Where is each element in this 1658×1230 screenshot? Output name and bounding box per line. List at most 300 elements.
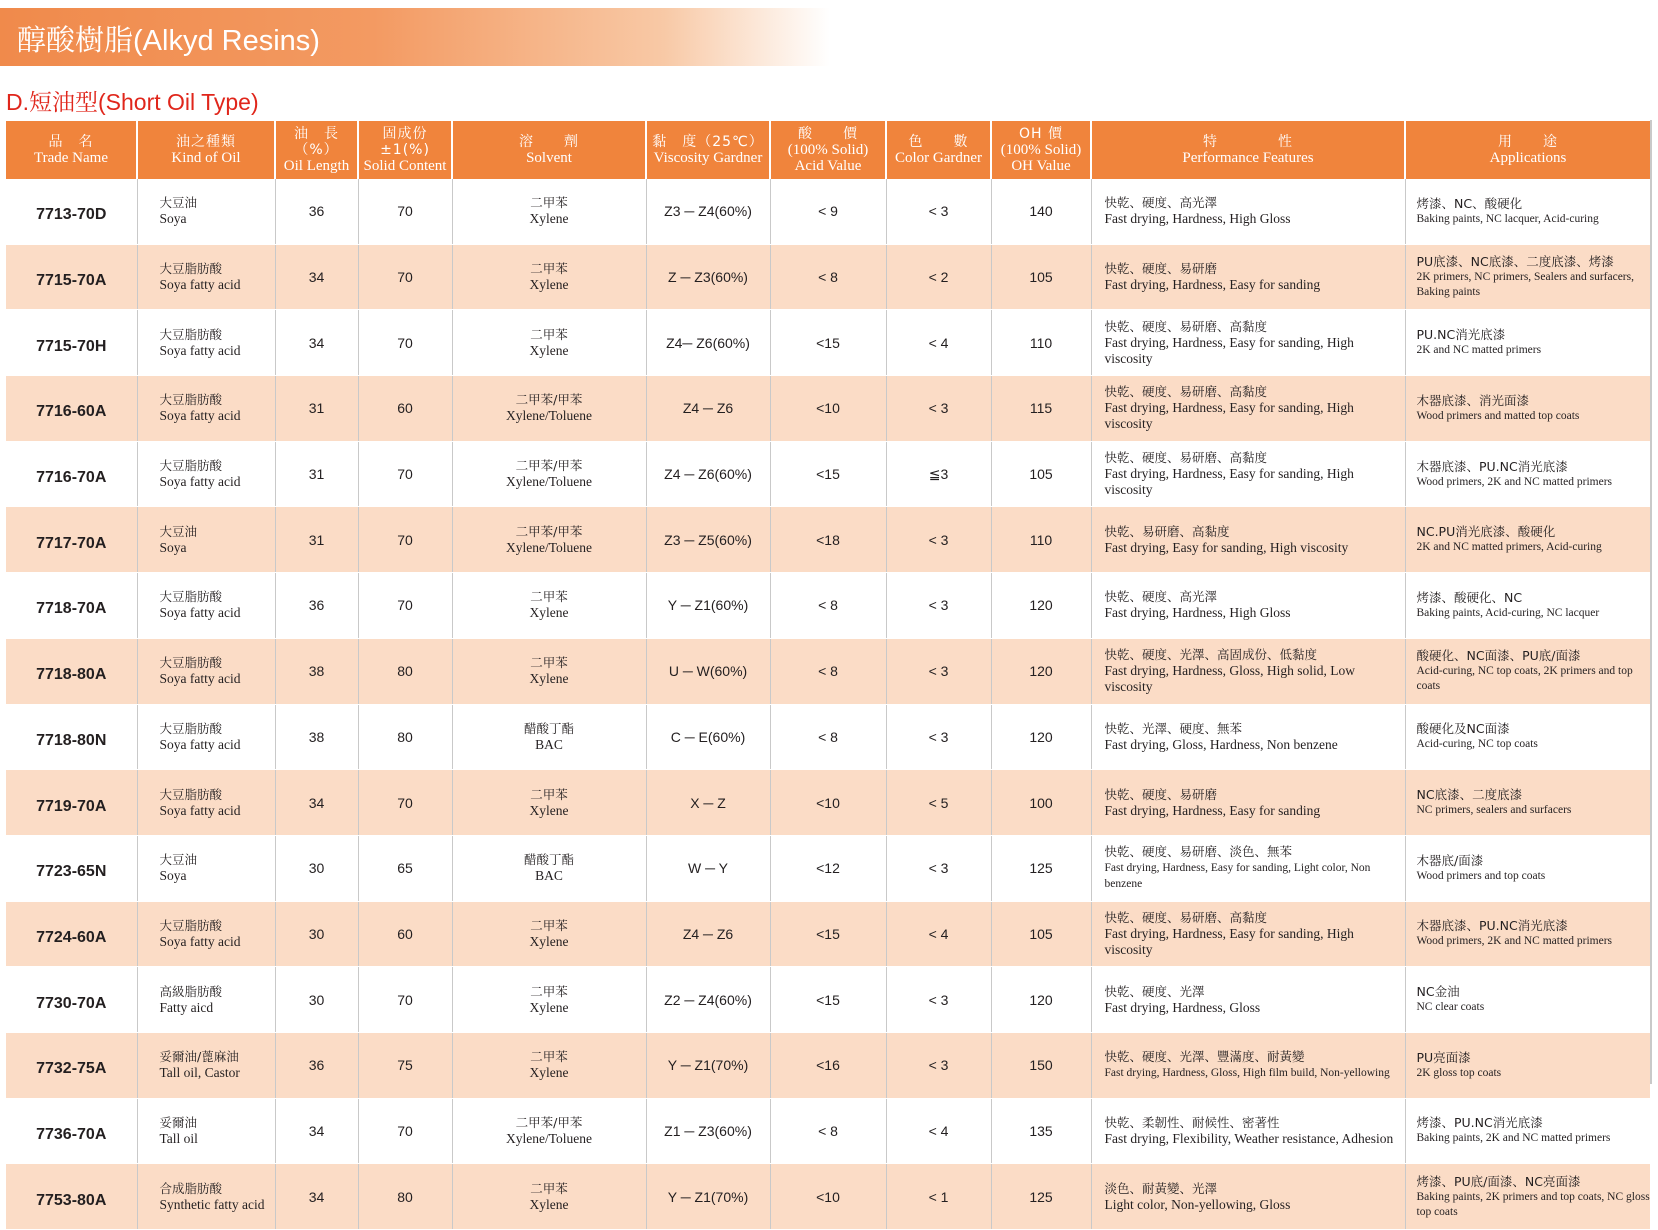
oh-value-cell: 140 xyxy=(991,179,1091,244)
acid-value-cell: < 9 xyxy=(770,179,886,244)
applications-zh: 酸硬化、NC面漆、PU底/面漆 xyxy=(1416,648,1581,664)
performance-en: Fast drying, Hardness, Easy for sanding xyxy=(1104,277,1321,293)
viscosity-cell: W ─ Y xyxy=(646,835,770,901)
applications-zh: 烤漆、PU底/面漆、NC亮面漆 xyxy=(1416,1173,1581,1189)
applications-zh: 烤漆、PU.NC消光底漆 xyxy=(1416,1115,1543,1131)
oil-kind-cell xyxy=(137,638,275,704)
solvent-zh: 二甲苯 xyxy=(530,917,568,933)
viscosity-cell: X ─ Z xyxy=(646,770,770,836)
trade-name-cell: 7753-80A xyxy=(6,1164,137,1230)
color-cell: < 3 xyxy=(886,507,991,573)
solid-content-cell: 65 xyxy=(358,835,452,901)
solvent-cell xyxy=(452,770,646,836)
performance-en: Fast drying, Flexibility, Weather resistance, Adhesion xyxy=(1104,1130,1394,1146)
solvent-en: Xylene xyxy=(529,1196,569,1212)
oil-kind-zh: 合成脂肪酸 xyxy=(159,1180,223,1196)
color-cell: < 3 xyxy=(886,179,991,244)
performance-en: Fast drying, Hardness, Easy for sanding, High viscosity xyxy=(1104,400,1354,432)
performance-zh: 淡色、耐黃變、光澤 xyxy=(1104,1180,1218,1196)
applications-en: Acid-curing, NC top coats, 2K primers and top coats xyxy=(1416,665,1633,693)
oil-kind-zh: 大豆脂肪酸 xyxy=(159,720,223,736)
oil-length-cell: 34 xyxy=(275,244,358,310)
color-cell: < 1 xyxy=(886,1164,991,1230)
oil-kind-en: Tall oil xyxy=(159,1130,198,1146)
oil-kind-en: Tall oil, Castor xyxy=(159,1065,240,1081)
solvent-zh: 二甲苯 xyxy=(530,983,568,999)
applications-cell xyxy=(1405,770,1650,836)
solvent-cell xyxy=(452,573,646,639)
oh-value-cell: 120 xyxy=(991,638,1091,704)
applications-zh: NC底漆、二度底漆 xyxy=(1416,787,1523,803)
solvent-cell xyxy=(452,1164,646,1230)
solid-content-cell: 70 xyxy=(358,573,452,639)
performance-en: Fast drying, Hardness, Easy for sanding xyxy=(1104,802,1321,818)
applications-zh: 木器底漆、PU.NC消光底漆 xyxy=(1416,458,1568,474)
oil-kind-zh: 大豆脂肪酸 xyxy=(159,655,223,671)
performance-en: Fast drying, Hardness, Gloss, High solid, Low viscosity xyxy=(1104,663,1355,695)
table-row xyxy=(6,310,1650,376)
viscosity-cell: Z2 ─ Z4(60%) xyxy=(646,967,770,1033)
oil-kind-en: Soya fatty acid xyxy=(159,736,241,752)
oh-value-cell: 135 xyxy=(991,1098,1091,1164)
applications-cell xyxy=(1405,901,1650,967)
acid-value-cell: < 8 xyxy=(770,638,886,704)
solid-content-cell: 70 xyxy=(358,967,452,1033)
performance-zh: 快乾、硬度、易研磨 xyxy=(1104,261,1218,277)
oil-kind-zh: 大豆脂肪酸 xyxy=(159,261,223,277)
solvent-en: BAC xyxy=(535,868,563,884)
performance-en: Fast drying, Hardness, Easy for sanding, High viscosity xyxy=(1104,334,1354,366)
solvent-cell xyxy=(452,704,646,770)
viscosity-cell: Z4 ─ Z6(60%) xyxy=(646,441,770,507)
applications-cell xyxy=(1405,967,1650,1033)
applications-en: 2K gloss top coats xyxy=(1416,1066,1502,1079)
applications-cell xyxy=(1405,441,1650,507)
performance-cell xyxy=(1091,507,1405,573)
table-row xyxy=(6,573,1650,639)
color-cell: ≦3 xyxy=(886,441,991,507)
trade-name-cell: 7718-80N xyxy=(6,704,137,770)
solvent-en: Xylene/Toluene xyxy=(505,474,593,490)
solid-content-cell: 70 xyxy=(358,441,452,507)
table-row xyxy=(6,441,1650,507)
trade-name-cell: 7716-70A xyxy=(6,441,137,507)
performance-cell xyxy=(1091,1098,1405,1164)
oil-length-cell: 30 xyxy=(275,835,358,901)
acid-value-cell: <15 xyxy=(770,967,886,1033)
performance-cell xyxy=(1091,310,1405,376)
solvent-en: Xylene xyxy=(529,605,569,621)
solvent-zh: 二甲苯 xyxy=(530,655,568,671)
oil-length-cell: 36 xyxy=(275,179,358,244)
oil-length-cell: 31 xyxy=(275,376,358,442)
oil-kind-zh: 大豆脂肪酸 xyxy=(159,589,223,605)
col-header-applications: 用 途 Applications xyxy=(1405,121,1650,179)
performance-zh: 快乾、硬度、高光澤 xyxy=(1104,195,1218,211)
viscosity-cell: Y ─ Z1(60%) xyxy=(646,573,770,639)
applications-zh: NC.PU消光底漆、酸硬化 xyxy=(1416,524,1556,540)
performance-zh: 快乾、硬度、高光澤 xyxy=(1104,589,1218,605)
solid-content-cell: 70 xyxy=(358,1098,452,1164)
acid-value-cell: < 8 xyxy=(770,573,886,639)
oil-kind-en: Soya fatty acid xyxy=(159,802,241,818)
solid-content-cell: 80 xyxy=(358,638,452,704)
solid-content-cell: 70 xyxy=(358,310,452,376)
performance-cell xyxy=(1091,638,1405,704)
col-header-acid-value: 酸 價 (100% Solid) Acid Value xyxy=(770,121,886,179)
applications-cell xyxy=(1405,179,1650,244)
solid-content-cell: 70 xyxy=(358,179,452,244)
oil-kind-en: Fatty aicd xyxy=(159,999,214,1015)
solvent-en: Xylene/Toluene xyxy=(505,539,593,555)
performance-cell xyxy=(1091,704,1405,770)
performance-zh: 快乾、硬度、易研磨、淡色、無苯 xyxy=(1104,844,1293,860)
solvent-cell xyxy=(452,901,646,967)
color-cell: < 2 xyxy=(886,244,991,310)
color-cell: < 3 xyxy=(886,573,991,639)
solvent-en: Xylene xyxy=(529,802,569,818)
viscosity-cell: Y ─ Z1(70%) xyxy=(646,1164,770,1230)
performance-cell xyxy=(1091,441,1405,507)
trade-name-cell: 7715-70A xyxy=(6,244,137,310)
color-cell: < 4 xyxy=(886,310,991,376)
oil-length-cell: 30 xyxy=(275,901,358,967)
viscosity-cell: Z4─ Z6(60%) xyxy=(646,310,770,376)
solvent-en: Xylene xyxy=(529,999,569,1015)
performance-en: Fast drying, Gloss, Hardness, Non benzene xyxy=(1104,736,1338,752)
applications-cell xyxy=(1405,376,1650,442)
applications-en: Baking paints, 2K primers and top coats, NC gloss top coats xyxy=(1416,1190,1650,1218)
trade-name-cell: 7736-70A xyxy=(6,1098,137,1164)
col-header-oh-value: OH 價 (100% Solid) OH Value xyxy=(991,121,1091,179)
oil-length-cell: 38 xyxy=(275,638,358,704)
applications-en: NC primers, sealers and surfacers xyxy=(1416,804,1572,817)
oil-kind-zh: 高級脂肪酸 xyxy=(159,983,223,999)
solvent-cell xyxy=(452,244,646,310)
trade-name-cell: 7730-70A xyxy=(6,967,137,1033)
color-cell: < 5 xyxy=(886,770,991,836)
table-row xyxy=(6,179,1650,244)
trade-name-cell: 7717-70A xyxy=(6,507,137,573)
solvent-zh: 二甲苯 xyxy=(530,589,568,605)
oil-kind-en: Soya fatty acid xyxy=(159,933,241,949)
color-cell: < 3 xyxy=(886,967,991,1033)
col-header-color: 色 數 Color Gardner xyxy=(886,121,991,179)
acid-value-cell: <15 xyxy=(770,901,886,967)
viscosity-cell: C ─ E(60%) xyxy=(646,704,770,770)
color-cell: < 3 xyxy=(886,638,991,704)
oil-kind-cell xyxy=(137,507,275,573)
applications-zh: 烤漆、酸硬化、NC xyxy=(1416,589,1523,605)
applications-cell xyxy=(1405,310,1650,376)
performance-cell xyxy=(1091,244,1405,310)
trade-name-cell: 7732-75A xyxy=(6,1032,137,1098)
solid-content-cell: 75 xyxy=(358,1032,452,1098)
performance-en: Fast drying, Hardness, Easy for sanding, High viscosity xyxy=(1104,925,1354,957)
table-row xyxy=(6,507,1650,573)
color-cell: < 3 xyxy=(886,1032,991,1098)
solvent-cell xyxy=(452,1098,646,1164)
col-header-performance: 特 性 Performance Features xyxy=(1091,121,1405,179)
viscosity-cell: Y ─ Z1(70%) xyxy=(646,1032,770,1098)
viscosity-cell: Z3 ─ Z4(60%) xyxy=(646,179,770,244)
solvent-cell xyxy=(452,638,646,704)
oil-length-cell: 34 xyxy=(275,1164,358,1230)
oil-kind-cell xyxy=(137,179,275,244)
acid-value-cell: < 8 xyxy=(770,244,886,310)
oil-kind-zh: 大豆脂肪酸 xyxy=(159,392,223,408)
performance-zh: 快乾、硬度、光澤、豐滿度、耐黃變 xyxy=(1104,1049,1305,1065)
solvent-zh: 醋酸丁酯 xyxy=(523,720,574,736)
performance-cell xyxy=(1091,1164,1405,1230)
performance-cell xyxy=(1091,179,1405,244)
solvent-zh: 二甲苯 xyxy=(530,261,568,277)
solvent-cell xyxy=(452,441,646,507)
title-banner xyxy=(0,8,830,66)
solvent-cell xyxy=(452,1032,646,1098)
performance-en: Fast drying, Hardness, Gloss, High film build, Non-yellowing xyxy=(1104,1067,1390,1080)
oil-kind-cell xyxy=(137,310,275,376)
solvent-zh: 二甲苯/甲苯 xyxy=(515,392,583,408)
solvent-en: Xylene/Toluene xyxy=(505,1130,593,1146)
solvent-cell xyxy=(452,967,646,1033)
performance-zh: 快乾、硬度、易研磨、高黏度 xyxy=(1104,318,1268,334)
oil-kind-en: Soya xyxy=(159,868,187,884)
solvent-en: Xylene xyxy=(529,933,569,949)
applications-zh: PU.NC消光底漆 xyxy=(1416,327,1506,343)
performance-cell xyxy=(1091,770,1405,836)
oh-value-cell: 110 xyxy=(991,507,1091,573)
oil-kind-en: Soya fatty acid xyxy=(159,342,241,358)
solid-content-cell: 80 xyxy=(358,704,452,770)
color-cell: < 4 xyxy=(886,1098,991,1164)
solvent-zh: 二甲苯 xyxy=(530,786,568,802)
oil-kind-en: Soya xyxy=(159,211,187,227)
trade-name-cell: 7724-60A xyxy=(6,901,137,967)
oil-kind-cell xyxy=(137,835,275,901)
oh-value-cell: 115 xyxy=(991,376,1091,442)
trade-name-cell: 7718-80A xyxy=(6,638,137,704)
acid-value-cell: < 8 xyxy=(770,704,886,770)
oil-kind-zh: 大豆脂肪酸 xyxy=(159,917,223,933)
oh-value-cell: 150 xyxy=(991,1032,1091,1098)
oh-value-cell: 120 xyxy=(991,704,1091,770)
oil-length-cell: 34 xyxy=(275,310,358,376)
performance-en: Fast drying, Hardness, High Gloss xyxy=(1104,605,1291,621)
applications-zh: 烤漆、NC、酸硬化 xyxy=(1416,195,1523,211)
table-row xyxy=(6,376,1650,442)
oil-kind-cell xyxy=(137,704,275,770)
solvent-zh: 二甲苯/甲苯 xyxy=(515,523,583,539)
performance-zh: 快乾、硬度、光澤、高固成份、低黏度 xyxy=(1104,647,1318,663)
oil-kind-zh: 大豆油 xyxy=(159,195,198,211)
applications-zh: 酸硬化及NC面漆 xyxy=(1416,721,1510,737)
applications-cell xyxy=(1405,638,1650,704)
oil-length-cell: 38 xyxy=(275,704,358,770)
solvent-zh: 二甲苯/甲苯 xyxy=(515,1114,583,1130)
table-body xyxy=(6,179,1650,1230)
solid-content-cell: 70 xyxy=(358,507,452,573)
applications-zh: NC金油 xyxy=(1416,984,1460,1000)
solvent-cell xyxy=(452,310,646,376)
table-row xyxy=(6,901,1650,967)
oil-kind-cell xyxy=(137,1164,275,1230)
applications-en: Wood primers, 2K and NC matted primers xyxy=(1416,935,1612,948)
applications-en: 2K and NC matted primers, Acid-curing xyxy=(1416,541,1602,554)
performance-en: Fast drying, Hardness, Gloss xyxy=(1104,999,1261,1015)
oh-value-cell: 120 xyxy=(991,573,1091,639)
applications-cell xyxy=(1405,1164,1650,1230)
performance-zh: 快乾、易研磨、高黏度 xyxy=(1104,523,1230,539)
solid-content-cell: 60 xyxy=(358,376,452,442)
oil-kind-cell xyxy=(137,901,275,967)
applications-en: Baking paints, 2K and NC matted primers xyxy=(1416,1132,1611,1145)
oil-kind-cell xyxy=(137,967,275,1033)
solid-content-cell: 70 xyxy=(358,244,452,310)
table-row xyxy=(6,1098,1650,1164)
performance-en: Fast drying, Hardness, Easy for sanding, Light color, Non benzene xyxy=(1104,862,1371,891)
performance-zh: 快乾、硬度、易研磨、高黏度 xyxy=(1104,909,1268,925)
table-row xyxy=(6,1164,1650,1230)
applications-en: Wood primers and matted top coats xyxy=(1416,409,1580,422)
solid-content-cell: 60 xyxy=(358,901,452,967)
solvent-en: Xylene xyxy=(529,277,569,293)
applications-cell xyxy=(1405,507,1650,573)
oil-kind-cell xyxy=(137,1098,275,1164)
applications-en: Baking paints, Acid-curing, NC lacquer xyxy=(1416,606,1600,619)
solvent-zh: 二甲苯 xyxy=(530,1180,568,1196)
table-row xyxy=(6,770,1650,836)
oh-value-cell: 105 xyxy=(991,244,1091,310)
table-header-row xyxy=(6,121,1650,179)
table-row xyxy=(6,835,1650,901)
acid-value-cell: <15 xyxy=(770,441,886,507)
applications-cell xyxy=(1405,573,1650,639)
applications-en: Baking paints, NC lacquer, Acid-curing xyxy=(1416,212,1599,225)
oil-kind-cell xyxy=(137,770,275,836)
oil-kind-zh: 大豆脂肪酸 xyxy=(159,458,223,474)
oh-value-cell: 110 xyxy=(991,310,1091,376)
trade-name-cell: 7723-65N xyxy=(6,835,137,901)
viscosity-cell: Z1 ─ Z3(60%) xyxy=(646,1098,770,1164)
col-header-oil-length: 油 長（%） Oil Length xyxy=(275,121,358,179)
oil-length-cell: 36 xyxy=(275,1032,358,1098)
applications-en: Wood primers, 2K and NC matted primers xyxy=(1416,475,1612,488)
applications-cell xyxy=(1405,1098,1650,1164)
oil-kind-cell xyxy=(137,376,275,442)
solvent-zh: 二甲苯/甲苯 xyxy=(515,458,583,474)
applications-en: 2K primers, NC primers, Sealers and surfacers, Baking paints xyxy=(1416,271,1634,299)
viscosity-cell: Z4 ─ Z6 xyxy=(646,901,770,967)
viscosity-cell: Z3 ─ Z5(60%) xyxy=(646,507,770,573)
section-title: D.短油型(Short Oil Type) xyxy=(6,89,259,115)
applications-zh: 木器底/面漆 xyxy=(1416,852,1484,868)
solvent-en: Xylene xyxy=(529,1065,569,1081)
performance-zh: 快乾、光澤、硬度、無苯 xyxy=(1104,720,1243,736)
oil-kind-zh: 妥爾油 xyxy=(159,1114,198,1130)
performance-zh: 快乾、硬度、易研磨、高黏度 xyxy=(1104,384,1268,400)
applications-en: 2K and NC matted primers xyxy=(1416,344,1542,357)
oil-kind-cell xyxy=(137,573,275,639)
applications-cell xyxy=(1405,1032,1650,1098)
solvent-cell xyxy=(452,835,646,901)
product-table xyxy=(6,121,1650,1230)
applications-en: Acid-curing, NC top coats xyxy=(1416,738,1538,751)
applications-zh: 木器底漆、消光面漆 xyxy=(1416,392,1530,408)
viscosity-cell: Z ─ Z3(60%) xyxy=(646,244,770,310)
oil-length-cell: 36 xyxy=(275,573,358,639)
table-row xyxy=(6,244,1650,310)
color-cell: < 3 xyxy=(886,835,991,901)
oh-value-cell: 125 xyxy=(991,835,1091,901)
performance-en: Fast drying, Hardness, High Gloss xyxy=(1104,211,1291,227)
performance-cell xyxy=(1091,901,1405,967)
oil-kind-zh: 大豆脂肪酸 xyxy=(159,786,223,802)
applications-en: NC clear coats xyxy=(1416,1001,1485,1014)
applications-zh: PU底漆、NC底漆、二度底漆、烤漆 xyxy=(1416,254,1614,270)
oil-kind-en: Soya xyxy=(159,539,187,555)
solvent-en: Xylene xyxy=(529,342,569,358)
oil-kind-en: Synthetic fatty acid xyxy=(159,1196,265,1212)
acid-value-cell: <16 xyxy=(770,1032,886,1098)
applications-en: Wood primers and top coats xyxy=(1416,869,1546,882)
performance-en: Fast drying, Hardness, Easy for sanding, High viscosity xyxy=(1104,466,1354,498)
performance-cell xyxy=(1091,573,1405,639)
oh-value-cell: 120 xyxy=(991,967,1091,1033)
color-cell: < 3 xyxy=(886,704,991,770)
solvent-cell xyxy=(452,376,646,442)
performance-zh: 快乾、硬度、易研磨、高黏度 xyxy=(1104,450,1268,466)
applications-cell xyxy=(1405,704,1650,770)
oil-length-cell: 34 xyxy=(275,1098,358,1164)
solvent-zh: 二甲苯 xyxy=(530,326,568,342)
acid-value-cell: <12 xyxy=(770,835,886,901)
acid-value-cell: <10 xyxy=(770,770,886,836)
oil-kind-cell xyxy=(137,244,275,310)
col-header-trade-name: 品 名 Trade Name xyxy=(6,121,137,179)
solid-content-cell: 80 xyxy=(358,1164,452,1230)
oil-length-cell: 31 xyxy=(275,507,358,573)
col-header-solid-content: 固成份±1(%) Solid Content xyxy=(358,121,452,179)
applications-zh: 木器底漆、PU.NC消光底漆 xyxy=(1416,918,1568,934)
oil-length-cell: 31 xyxy=(275,441,358,507)
performance-cell xyxy=(1091,376,1405,442)
oil-kind-zh: 大豆油 xyxy=(159,523,198,539)
performance-en: Light color, Non-yellowing, Gloss xyxy=(1104,1196,1291,1212)
solvent-cell xyxy=(452,179,646,244)
performance-cell xyxy=(1091,967,1405,1033)
table-row xyxy=(6,1032,1650,1098)
solid-content-cell: 70 xyxy=(358,770,452,836)
applications-cell xyxy=(1405,244,1650,310)
trade-name-cell: 7716-60A xyxy=(6,376,137,442)
col-header-kind-of-oil: 油之種類 Kind of Oil xyxy=(137,121,275,179)
applications-zh: PU亮面漆 xyxy=(1416,1049,1471,1065)
oh-value-cell: 100 xyxy=(991,770,1091,836)
color-cell: < 3 xyxy=(886,376,991,442)
viscosity-cell: U ─ W(60%) xyxy=(646,638,770,704)
oil-kind-en: Soya fatty acid xyxy=(159,605,241,621)
oil-length-cell: 30 xyxy=(275,967,358,1033)
solvent-zh: 醋酸丁酯 xyxy=(523,852,574,868)
oil-kind-cell xyxy=(137,441,275,507)
performance-en: Fast drying, Easy for sanding, High viscosity xyxy=(1104,539,1349,555)
acid-value-cell: < 8 xyxy=(770,1098,886,1164)
acid-value-cell: <10 xyxy=(770,1164,886,1230)
trade-name-cell: 7713-70D xyxy=(6,179,137,244)
applications-cell xyxy=(1405,835,1650,901)
col-header-solvent: 溶 劑 Solvent xyxy=(452,121,646,179)
